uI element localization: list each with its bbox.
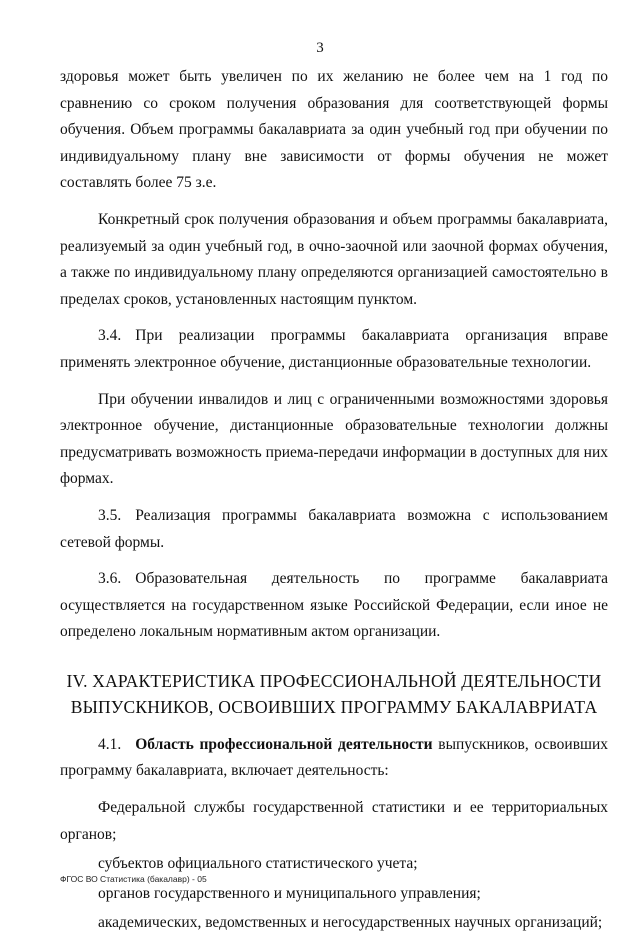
document-footer: ФГОС ВО Статистика (бакалавр) - 05 <box>60 874 207 884</box>
list-item: субъектов официального статистического учета; <box>98 855 418 873</box>
clause-text: Реализация программы бакалавриата возможна с использованием сетевой формы. <box>60 506 608 551</box>
bold-term: Область профессиональной деятельности <box>135 735 433 753</box>
paragraph-4-1 <box>60 732 608 785</box>
paragraph-continuation: здоровья может быть увеличен по их желанию не более чем на 1 год по сравнению со сроком получения образования для соответствующей формы обучения. Объем программы бакалавриата за один учебный год при обучении по индивидуальному плану вне зависимости от формы обучения не может составлять более 75 з.е. <box>60 68 608 192</box>
paragraph-disabilities: При обучении инвалидов и лиц с ограниченными возможностями здоровья электронное обучение, дистанционные образовательные технологии должны предусматривать возможность приема-передачи информации в доступных для них формах. <box>60 390 608 488</box>
clause-text: выпускников, освоивших программу бакалавриата, включает деятельность: <box>60 735 608 780</box>
clause-number: 4.1. <box>98 735 122 753</box>
clause-text: При реализации программы бакалавриата организация вправе применять электронное обучение, дистанционные образовательные технологии. <box>60 327 608 371</box>
document-body <box>60 64 608 940</box>
section-heading-line-2: ВЫПУСКНИКОВ, ОСВОИВШИХ ПРОГРАММУ БАКАЛАВРИАТА <box>70 696 598 717</box>
paragraph-3-6 <box>60 566 608 646</box>
section-heading-line-1: IV. ХАРАКТЕРИСТИКА ПРОФЕССИОНАЛЬНОЙ ДЕЯТЕЛЬНОСТИ <box>66 670 602 691</box>
list-item: Федеральной службы государственной статистики и ее территориальных органов; <box>60 799 608 843</box>
paragraph-term-and-volume: Конкретный срок получения образования и объем программы бакалавриата, реализуемый за один учебный год, в очно-заочной или заочной формах обучения, а также по индивидуальному плану определяются организацией самостоятельно в пределах сроков, установленных настоящим пунктом. <box>60 210 608 308</box>
section-heading <box>60 668 608 720</box>
clause-number: 3.5. <box>98 506 122 524</box>
page-number: 3 <box>316 40 324 56</box>
paragraph-3-4 <box>60 323 608 376</box>
paragraph-3-5 <box>60 503 608 556</box>
clause-text: Образовательная деятельность по программе бакалавриата осуществляется на государственном языке Российской Федерации, если иное не определено локальным нормативным актом организации. <box>60 570 608 641</box>
clause-number: 3.4. <box>98 327 122 345</box>
list-item: органов государственного и муниципального управления; <box>98 884 481 902</box>
list-item: академических, ведомственных и негосударственных научных организаций; <box>98 914 603 932</box>
clause-number: 3.6. <box>98 570 122 588</box>
